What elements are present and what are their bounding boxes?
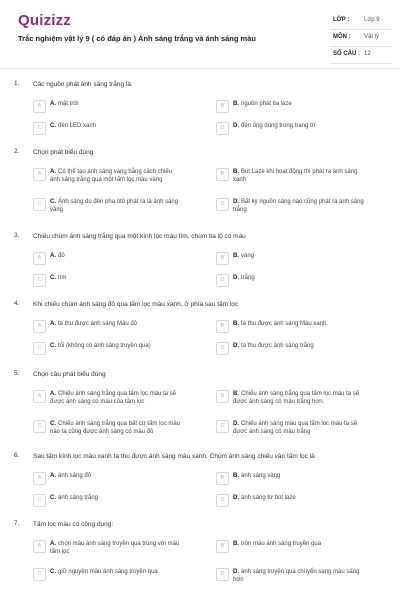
option-marker-box[interactable]: D [216,342,229,355]
option-letter: D. [233,123,239,129]
question-text: Chọn phát biểu đúng [33,149,94,156]
option-d[interactable] [216,568,366,584]
option-label: Ánh sáng do đèn pha ôtô phát ra là ánh sáng vàng [50,199,179,213]
option-letter: D. [233,569,239,575]
option-label: đèn LED xanh [58,123,97,129]
option-text [50,122,96,130]
option-letter: C. [50,199,56,205]
option-text [50,390,183,406]
option-b[interactable] [216,320,366,333]
option-b[interactable] [216,390,366,406]
option-label: ánh sáng đỏ [58,473,92,479]
option-letter: B. [233,169,239,175]
option-label: mặt trời [58,101,79,107]
option-c[interactable] [33,274,183,287]
option-text [50,420,183,436]
option-marker-box[interactable]: C [33,274,46,287]
option-text [233,472,280,480]
option-letter: C. [50,275,56,281]
option-text [233,494,296,502]
option-letter: A. [50,541,56,547]
option-marker-box[interactable]: D [216,122,229,135]
option-letter: B. [233,253,239,259]
option-d[interactable] [216,198,366,214]
option-marker-box[interactable]: C [33,198,46,211]
option-marker-box[interactable]: D [216,568,229,581]
option-label: Chiếu ánh sáng trắng qua tấm lọc màu ta sẽ được ánh sáng có màu trắng hơn. [233,391,360,405]
option-letter: B. [233,101,239,107]
question-number: 5. [14,370,20,377]
option-text [50,252,65,260]
option-text [50,494,98,502]
option-label: đèn ống dùng trong trang trí [241,123,316,129]
option-d[interactable] [216,342,366,355]
question-text: Chiếu chùm ánh sáng trắng qua một kính lọc màu tím, chùm tia ló có màu [33,233,246,240]
option-a[interactable] [33,540,183,556]
option-letter: D. [233,199,239,205]
option-marker-box[interactable]: C [33,122,46,135]
option-letter: D. [233,343,239,349]
option-a[interactable] [33,390,183,406]
option-letter: D. [233,495,239,501]
option-text [233,320,328,328]
meta-class-label: LỚP : [333,17,350,23]
option-b[interactable] [216,168,366,184]
option-a[interactable] [33,320,183,333]
option-label: trộn màu ánh sáng truyền qua [241,541,322,547]
meta-class [330,13,392,30]
question-text: Sau tấm kính lọc màu xanh ta thu được ánh sáng màu xanh. Chùm ánh sáng chiếu vào tấm lọc là [33,453,315,460]
option-label: tím [58,275,67,281]
option-c[interactable] [33,342,183,355]
option-marker-box[interactable]: C [33,342,46,355]
option-label: tối (không có ánh sáng truyền qua) [58,343,151,349]
option-text [233,168,366,184]
option-text [233,198,366,214]
option-letter: D. [233,421,239,427]
question-number: 1. [14,80,20,87]
option-marker-box[interactable]: A [33,472,46,485]
question-text: Khi chiếu chùm ánh sáng đỏ qua tấm lọc màu xanh, ở phía sau tấm lọc [33,301,239,308]
option-b[interactable] [216,472,366,485]
question-text: Các nguồn phát ánh sáng trắng là: [33,81,133,88]
meta-subject-value: Vật lý [364,34,380,40]
option-text [233,100,292,108]
option-label: Bút Laze khi hoạt động thì phát ra ánh sáng xanh [233,169,358,183]
option-marker-box[interactable]: A [33,320,46,333]
option-label: Chiếu ánh sáng trắng qua tấm lọc màu ta sẽ được ánh sáng có màu của tấm lọc [50,391,177,405]
option-label: đỏ [58,253,65,259]
option-marker-box[interactable]: C [33,420,46,433]
option-text [233,568,366,584]
option-letter: C. [50,569,56,575]
option-text [233,122,315,130]
option-label: ánh sáng truyền qua chuyển sang màu sáng hơn [233,569,360,583]
worksheet-title: Trắc nghiệm vật lý 9 ( có đáp án ) Ánh sáng trắng và ánh sáng màu [18,34,256,43]
question-text: Tấm lọc màu có công dụng: [33,521,114,528]
option-letter: A. [50,391,56,397]
option-a[interactable] [33,252,183,265]
question-number: 6. [14,452,20,459]
option-text [50,540,183,556]
option-letter: A. [50,253,56,259]
option-letter: C. [50,495,56,501]
option-d[interactable] [216,122,366,135]
option-label: vàng [241,253,255,259]
option-marker-box[interactable]: D [216,494,229,507]
meta-subject [330,30,392,47]
header-divider [0,68,400,69]
option-label: chọn màu ánh sáng truyền qua trùng với màu tấm lọc [50,541,180,555]
meta-subject-label: MÔN : [333,34,351,40]
option-label: ánh sáng trắng [58,495,99,501]
option-label: Chiếu ánh sáng màu qua tấm lọc màu ta sẽ được ánh sáng có màu trắng [233,421,358,435]
option-marker-box[interactable]: C [33,494,46,507]
option-letter: C. [50,421,56,427]
option-marker-box[interactable]: D [216,420,229,433]
option-label: trắng [241,275,255,281]
option-c[interactable] [33,568,183,581]
option-b[interactable] [216,540,366,553]
option-b[interactable] [216,252,366,265]
option-marker-box[interactable]: B [216,320,229,333]
option-marker-box[interactable]: B [216,100,229,113]
option-letter: B. [233,541,239,547]
option-letter: C. [50,343,56,349]
option-text [233,420,366,436]
option-label: Bất kỳ nguồn sáng nào cũng phát ra ánh sáng trắng [233,199,364,213]
question-number: 7. [14,520,20,527]
option-letter: A. [50,473,56,479]
option-d[interactable] [216,420,366,436]
option-marker-box[interactable]: B [216,472,229,485]
option-marker-box[interactable]: A [33,168,46,181]
option-text [50,274,66,282]
meta-count [330,47,392,64]
option-label: ta thu được ánh sáng Màu xanh. [241,321,329,327]
option-text [233,540,321,548]
option-a[interactable] [33,168,183,184]
meta-class-value: Lớp 9 [364,17,380,23]
option-text [50,472,91,480]
option-d[interactable] [216,494,366,507]
option-text [50,568,158,576]
option-c[interactable] [33,198,183,214]
option-letter: B. [233,321,239,327]
option-letter: D. [233,275,239,281]
option-marker-box[interactable]: D [216,198,229,211]
option-marker-box[interactable]: D [216,274,229,287]
option-label: Có thể tạo ánh sáng vàng bằng cách chiếu ánh sáng trắng qua một tấm lọc màu vàng [50,169,173,183]
question-number: 4. [14,300,20,307]
option-text [50,342,151,350]
option-d[interactable] [216,274,366,287]
option-letter: C. [50,123,56,129]
option-marker-box[interactable]: B [216,252,229,265]
option-label: Chiếu ánh sáng trắng qua bất cứ tấm lọc màu nào ta cũng được ánh sáng có màu đỏ [50,421,181,435]
option-marker-box[interactable]: C [33,568,46,581]
option-label: giữ nguyên màu ánh sáng truyền qua [58,569,158,575]
option-marker-box[interactable]: A [33,540,46,553]
option-label: nguồn phát tia laze [241,101,292,107]
option-letter: B. [233,391,239,397]
quizizz-logo: Quizizz [18,12,72,29]
option-marker-box[interactable]: B [216,540,229,553]
question-number: 2. [14,148,20,155]
option-letter: B. [233,473,239,479]
option-letter: A. [50,169,56,175]
option-letter: A. [50,101,56,107]
option-b[interactable] [216,100,366,113]
option-label: ánh sáng vàng [241,473,281,479]
option-label: ta thu được ánh sáng Màu đỏ [58,321,138,327]
option-text [50,168,183,184]
option-label: ánh sáng từ bút laze [241,495,296,501]
question-text: Chọn câu phát biểu đúng [33,371,106,378]
meta-count-value: 12 [364,51,371,57]
option-text [50,100,79,108]
option-letter: A. [50,321,56,327]
option-marker-box[interactable]: A [33,100,46,113]
option-text [233,390,366,406]
option-text [50,198,183,214]
option-text [233,252,254,260]
option-a[interactable] [33,472,183,485]
worksheet-meta [330,13,392,64]
option-text [233,274,255,282]
meta-count-label: SỐ CÂU : [333,51,360,57]
option-marker-box[interactable]: A [33,390,46,403]
option-c[interactable] [33,420,183,436]
option-marker-box[interactable]: B [216,168,229,181]
option-marker-box[interactable]: B [216,390,229,403]
option-c[interactable] [33,494,183,507]
option-marker-box[interactable]: A [33,252,46,265]
option-text [50,320,137,328]
option-text [233,342,314,350]
option-label: ta thu được ánh sáng trắng [241,343,314,349]
option-c[interactable] [33,122,183,135]
question-number: 3. [14,232,20,239]
worksheet-header [0,0,400,64]
option-a[interactable] [33,100,183,113]
